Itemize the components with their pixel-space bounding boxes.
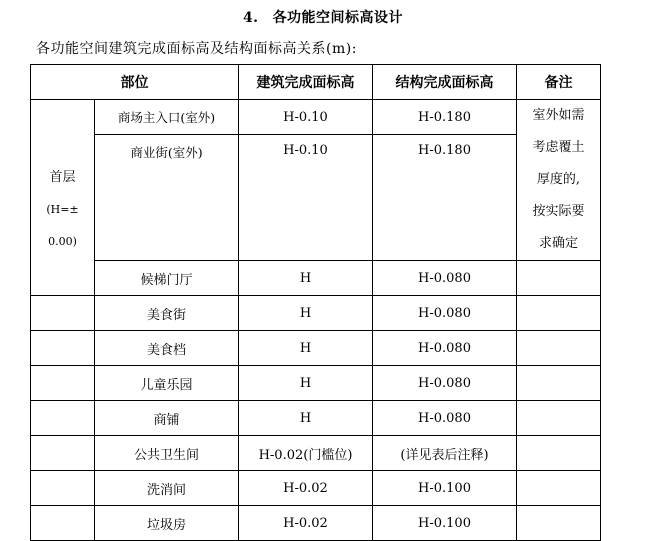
table-row (31, 401, 601, 436)
row-location: 洗消间 (95, 471, 239, 506)
header-structure-level: 结构完成面标高 (373, 65, 517, 100)
row-finish-level: H-0.02(门槛位) (239, 436, 373, 471)
floor-cell-empty (31, 506, 95, 541)
row-structure-level: H-0.080 (373, 331, 517, 366)
row-structure-level: H-0.080 (373, 296, 517, 331)
row-remarks (517, 471, 601, 506)
table-row (31, 100, 601, 135)
header-location: 部位 (31, 65, 239, 100)
remark-line: 考虑覆土 (532, 140, 585, 155)
floor-label-elevation: (H=± (46, 203, 79, 216)
row-finish-level: H-0.10 (239, 135, 373, 261)
floor-cell-empty (31, 331, 95, 366)
row-remarks (517, 436, 601, 471)
header-remarks: 备注 (517, 65, 601, 100)
row-remarks (517, 296, 601, 331)
row-structure-level: H-0.180 (373, 135, 517, 261)
row-finish-level: H (239, 331, 373, 366)
row-location: 商业街(室外) (95, 135, 239, 261)
floor-cell-empty (31, 296, 95, 331)
table-row (31, 366, 601, 401)
row-structure-level: H-0.080 (373, 261, 517, 296)
section-number: 4. (242, 10, 259, 26)
elevation-table (30, 64, 601, 541)
remark-line: 厚度的, (536, 172, 581, 187)
table-row (31, 296, 601, 331)
row-finish-level: H (239, 296, 373, 331)
table-row (31, 506, 601, 541)
row-finish-level: H-0.10 (239, 100, 373, 135)
table-row (31, 331, 601, 366)
row-remarks (517, 331, 601, 366)
table-row (31, 471, 601, 506)
row-location: 商场主入口(室外) (95, 100, 239, 135)
row-finish-level: H (239, 261, 373, 296)
floor-cell-empty (31, 401, 95, 436)
header-finish-level: 建筑完成面标高 (239, 65, 373, 100)
row-structure-level: (详见表后注释) (373, 436, 517, 471)
floor-cell-empty (31, 471, 95, 506)
row-finish-level: H (239, 366, 373, 401)
section-title: 各功能空间标高设计 (272, 10, 404, 26)
row-finish-level: H (239, 401, 373, 436)
remark-line: 室外如需 (532, 108, 585, 123)
intro-text: 各功能空间建筑完成面标高及结构面标高关系(m): (36, 41, 357, 57)
row-location: 公共卫生间 (95, 436, 239, 471)
table-row (31, 135, 601, 261)
floor-label: 首层 (49, 170, 76, 185)
section-heading (0, 7, 646, 27)
floor-label-cell (31, 100, 95, 296)
floor-cell-empty (31, 366, 95, 401)
row-remarks (517, 261, 601, 296)
row-structure-level: H-0.100 (373, 471, 517, 506)
table-row (31, 261, 601, 296)
remarks-cell (517, 100, 601, 261)
row-location: 商铺 (95, 401, 239, 436)
floor-label-elevation-value: 0.00) (48, 235, 77, 248)
row-structure-level: H-0.180 (373, 100, 517, 135)
row-location: 美食街 (95, 296, 239, 331)
remark-line: 求确定 (538, 236, 578, 251)
row-remarks (517, 366, 601, 401)
row-structure-level: H-0.080 (373, 401, 517, 436)
row-structure-level: H-0.080 (373, 366, 517, 401)
row-finish-level: H-0.02 (239, 506, 373, 541)
row-remarks (517, 401, 601, 436)
row-finish-level: H-0.02 (239, 471, 373, 506)
row-remarks (517, 506, 601, 541)
floor-cell-empty (31, 436, 95, 471)
row-location: 候梯门厅 (95, 261, 239, 296)
row-location: 垃圾房 (95, 506, 239, 541)
header-row (31, 65, 601, 100)
row-location: 美食档 (95, 331, 239, 366)
remark-line: 按实际要 (532, 204, 585, 219)
table-row (31, 436, 601, 471)
row-location: 儿童乐园 (95, 366, 239, 401)
row-structure-level: H-0.100 (373, 506, 517, 541)
